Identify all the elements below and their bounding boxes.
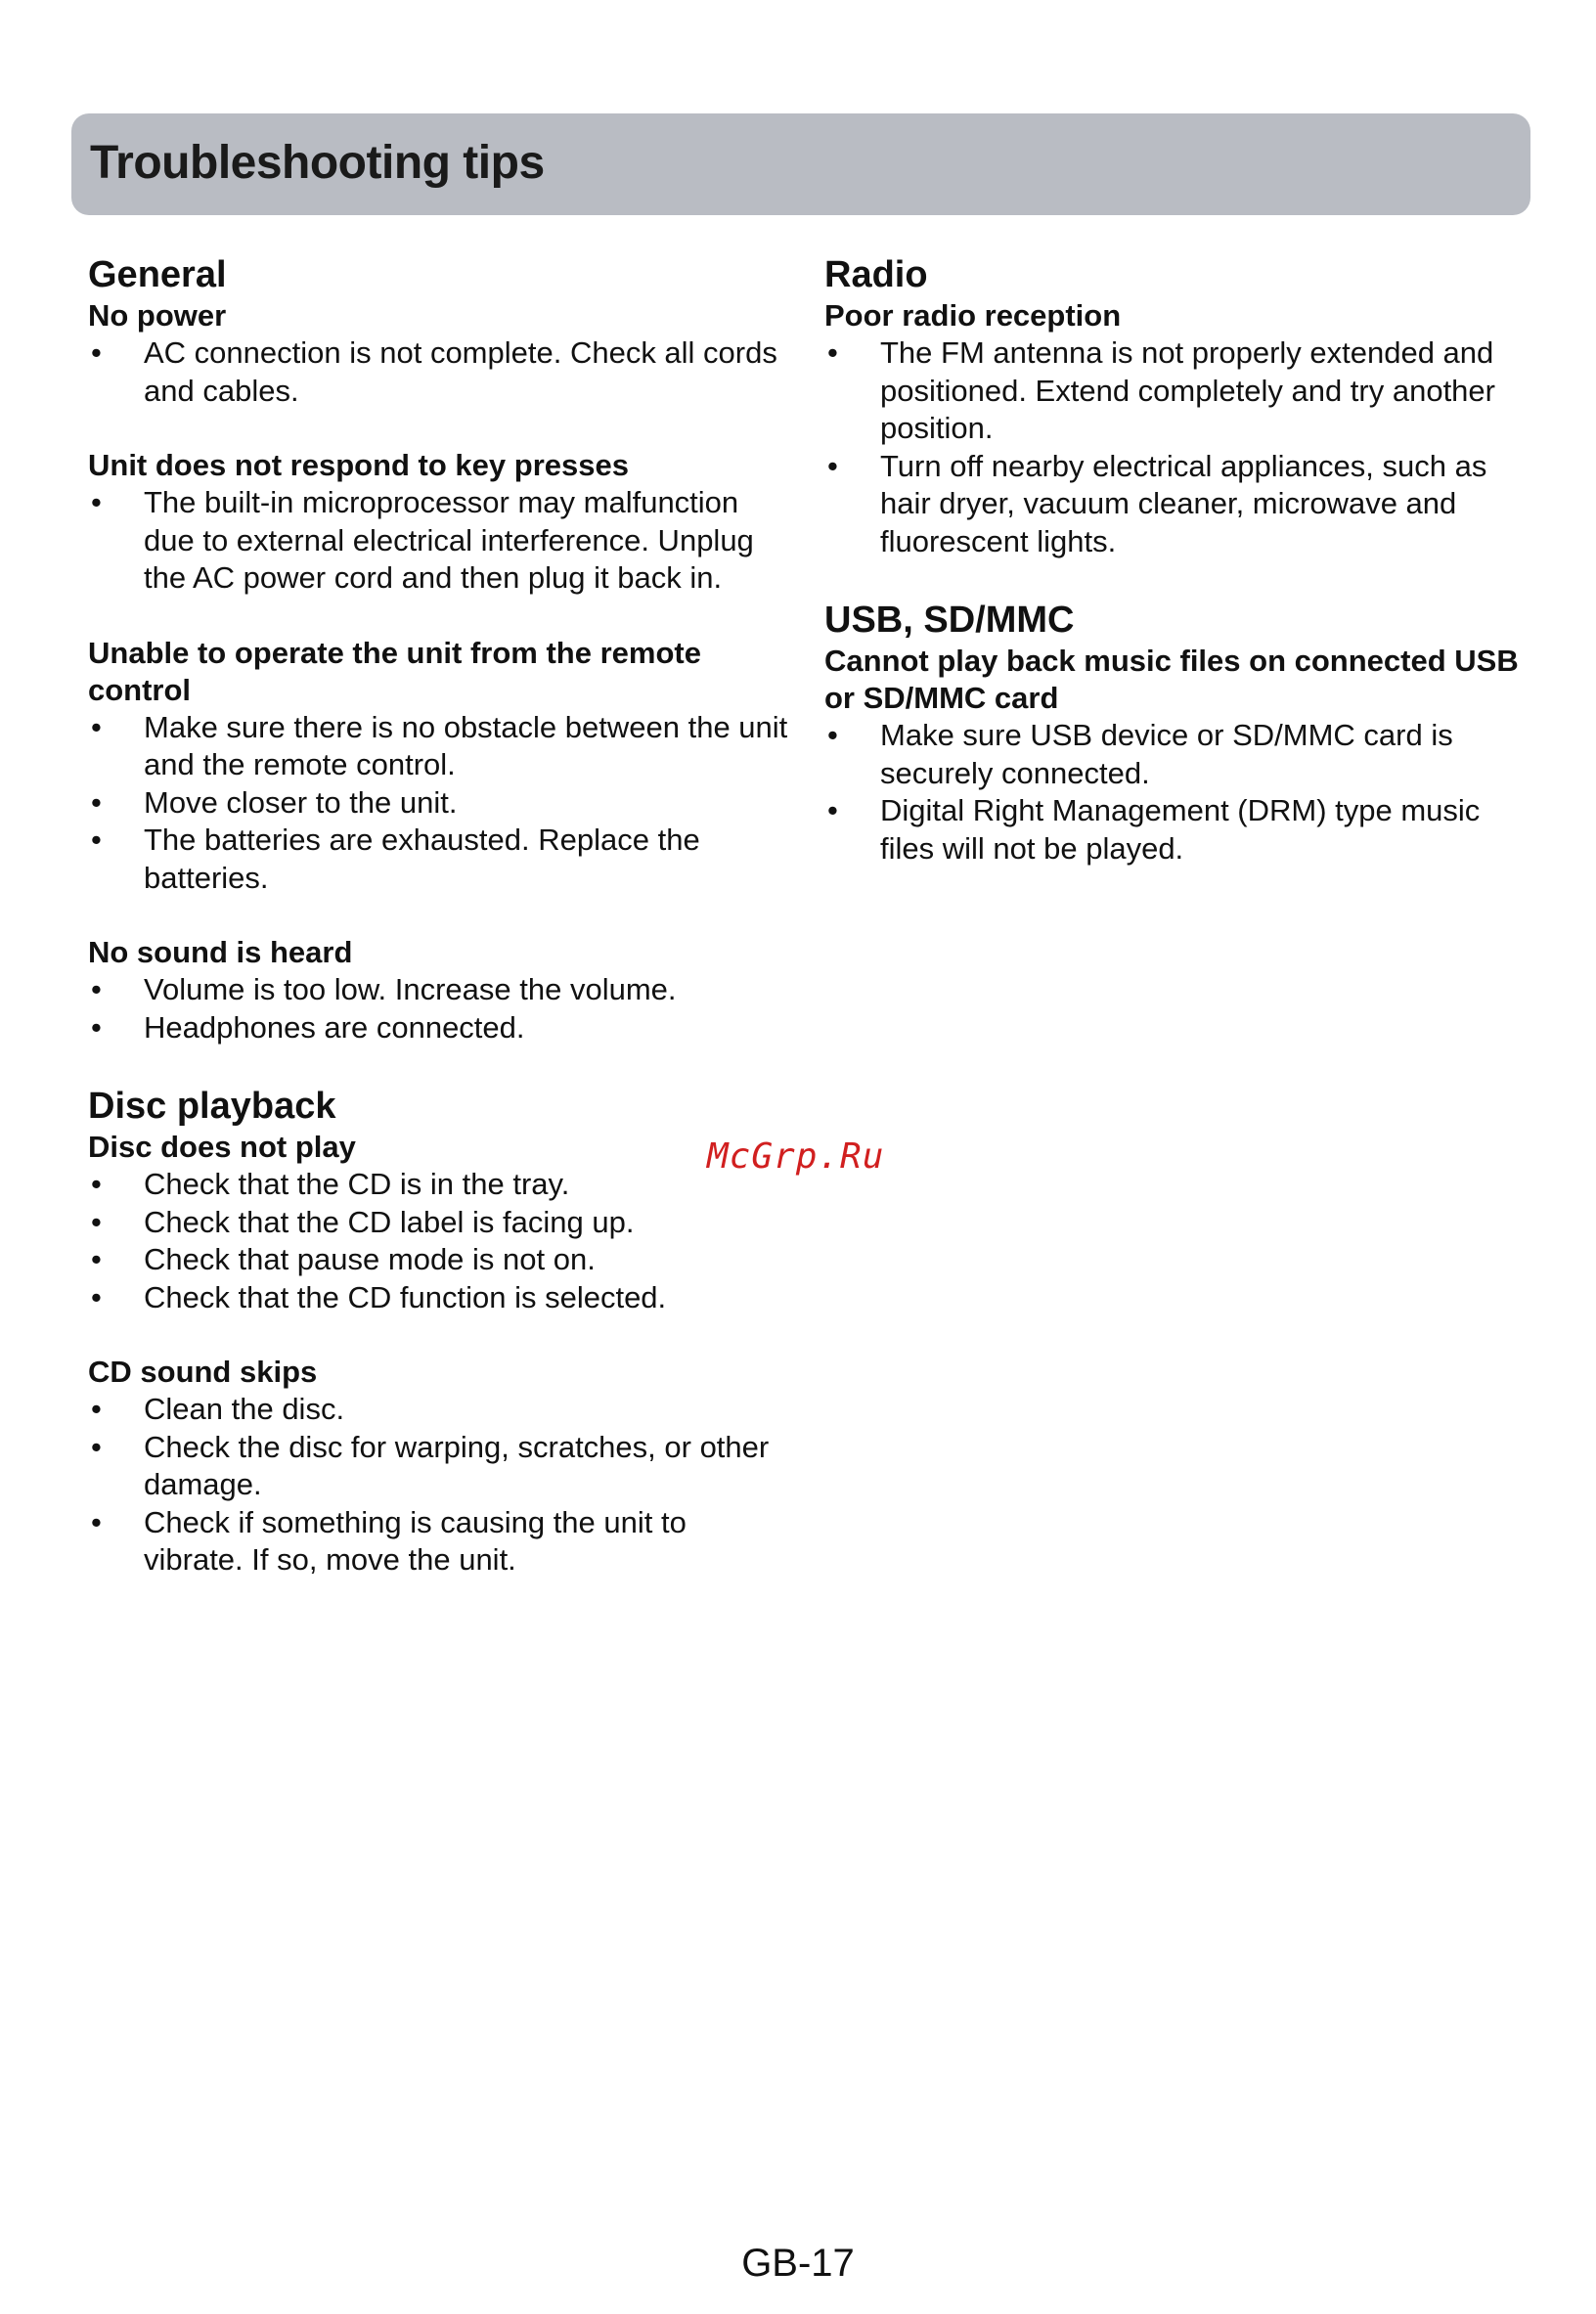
bullet-list (88, 484, 792, 598)
issue (88, 1354, 792, 1580)
issue (88, 297, 792, 410)
issue-title: Unit does not respond to key presses (88, 448, 629, 482)
bullet-icon: • (91, 1392, 102, 1426)
list-item-text: Make sure USB device or SD/MMC card is securely connected. (880, 718, 1453, 790)
list-item-text: Check if something is causing the unit to vibrate. If so, move the unit. (144, 1504, 687, 1577)
bullet-list (88, 971, 792, 1046)
list-item-text: Check the disc for warping, scratches, or other damage. (144, 1429, 770, 1501)
section (824, 598, 1529, 868)
list-item (88, 1429, 792, 1504)
issue-title: No power (88, 298, 227, 333)
list-item-text: Check that the CD function is selected. (144, 1279, 667, 1314)
list-item (88, 784, 792, 823)
bullet-list (824, 334, 1529, 560)
list-item-text: Clean the disc. (144, 1392, 345, 1426)
issue-title: Disc does not play (88, 1130, 356, 1164)
bullet-icon: • (827, 793, 838, 827)
list-item-text: Check that the CD is in the tray. (144, 1167, 570, 1201)
bullet-list (88, 1391, 792, 1580)
section (88, 252, 792, 1046)
bullet-icon: • (91, 972, 102, 1006)
bullet-icon: • (91, 1429, 102, 1464)
list-item-text: Headphones are connected. (144, 1009, 525, 1045)
bullet-icon: • (91, 485, 102, 519)
list-item-text: The batteries are exhausted. Replace the batteries. (144, 823, 700, 895)
list-item-text: The built-in microprocessor may malfunction due to external electrical interference. Unplug the AC power cord and then plug it back in. (144, 485, 754, 595)
issue (88, 1129, 792, 1316)
bullet-icon: • (91, 1167, 102, 1201)
page-number: GB-17 (741, 2242, 855, 2285)
bullet-list (88, 709, 792, 898)
bullet-icon: • (91, 709, 102, 744)
bullet-icon: • (91, 1279, 102, 1314)
list-item (88, 484, 792, 598)
section (88, 1084, 792, 1580)
issue (824, 297, 1529, 560)
list-item (824, 792, 1529, 868)
list-item (824, 334, 1529, 448)
section (824, 252, 1529, 560)
list-item (88, 1204, 792, 1242)
list-item (88, 1009, 792, 1047)
section-heading: Radio (824, 254, 928, 295)
page-title: Troubleshooting tips (90, 137, 545, 189)
list-item (88, 1504, 792, 1580)
list-item (88, 709, 792, 784)
list-item-text: Digital Right Management (DRM) type music files will not be played. (880, 793, 1481, 866)
issue (88, 934, 792, 1046)
bullet-icon: • (91, 1242, 102, 1276)
list-item-text: Check that pause mode is not on. (144, 1242, 596, 1276)
issue (824, 643, 1529, 868)
issue-title: Cannot play back music files on connected USB or SD/MMC card (824, 644, 1519, 715)
left-column (88, 252, 792, 1617)
list-item-text: Check that the CD label is facing up. (144, 1204, 635, 1239)
bullet-icon: • (91, 1504, 102, 1539)
list-item-text: Make sure there is no obstacle between the unit and the remote control. (144, 709, 788, 781)
section-heading: Disc playback (88, 1086, 336, 1127)
watermark: McGrp.Ru (707, 1136, 885, 1177)
bullet-icon: • (91, 823, 102, 857)
issue-title: No sound is heard (88, 935, 353, 969)
list-item (824, 717, 1529, 792)
list-item (824, 448, 1529, 561)
list-item-text: Volume is too low. Increase the volume. (144, 972, 677, 1006)
list-item-text: The FM antenna is not properly extended and positioned. Extend completely and try another position. (880, 335, 1495, 445)
list-item (88, 971, 792, 1009)
issue (88, 447, 792, 598)
list-item-text: Move closer to the unit. (144, 784, 458, 820)
bullet-icon: • (827, 335, 838, 370)
bullet-list (824, 717, 1529, 868)
bullet-icon: • (91, 1009, 102, 1045)
issue-title: Poor radio reception (824, 298, 1122, 333)
issue-title: Unable to operate the unit from the remote control (88, 635, 701, 707)
header-bar (71, 113, 1530, 215)
issue (88, 635, 792, 898)
list-item-text: AC connection is not complete. Check all cords and cables. (144, 335, 777, 408)
bullet-icon: • (91, 784, 102, 820)
list-item (88, 1166, 792, 1204)
section-heading: General (88, 254, 227, 295)
bullet-icon: • (827, 448, 838, 483)
list-item (88, 334, 792, 410)
bullet-icon: • (827, 718, 838, 752)
bullet-list (88, 334, 792, 410)
list-item-text: Turn off nearby electrical appliances, such as hair dryer, vacuum cleaner, microwave and fluorescent lights. (880, 448, 1487, 558)
bullet-icon: • (91, 1204, 102, 1239)
bullet-icon: • (91, 335, 102, 370)
list-item (88, 822, 792, 897)
bullet-list (88, 1166, 792, 1316)
issue-title: CD sound skips (88, 1355, 318, 1389)
list-item (88, 1279, 792, 1317)
list-item (88, 1241, 792, 1279)
list-item (88, 1391, 792, 1429)
section-heading: USB, SD/MMC (824, 600, 1075, 641)
right-column (824, 252, 1529, 905)
